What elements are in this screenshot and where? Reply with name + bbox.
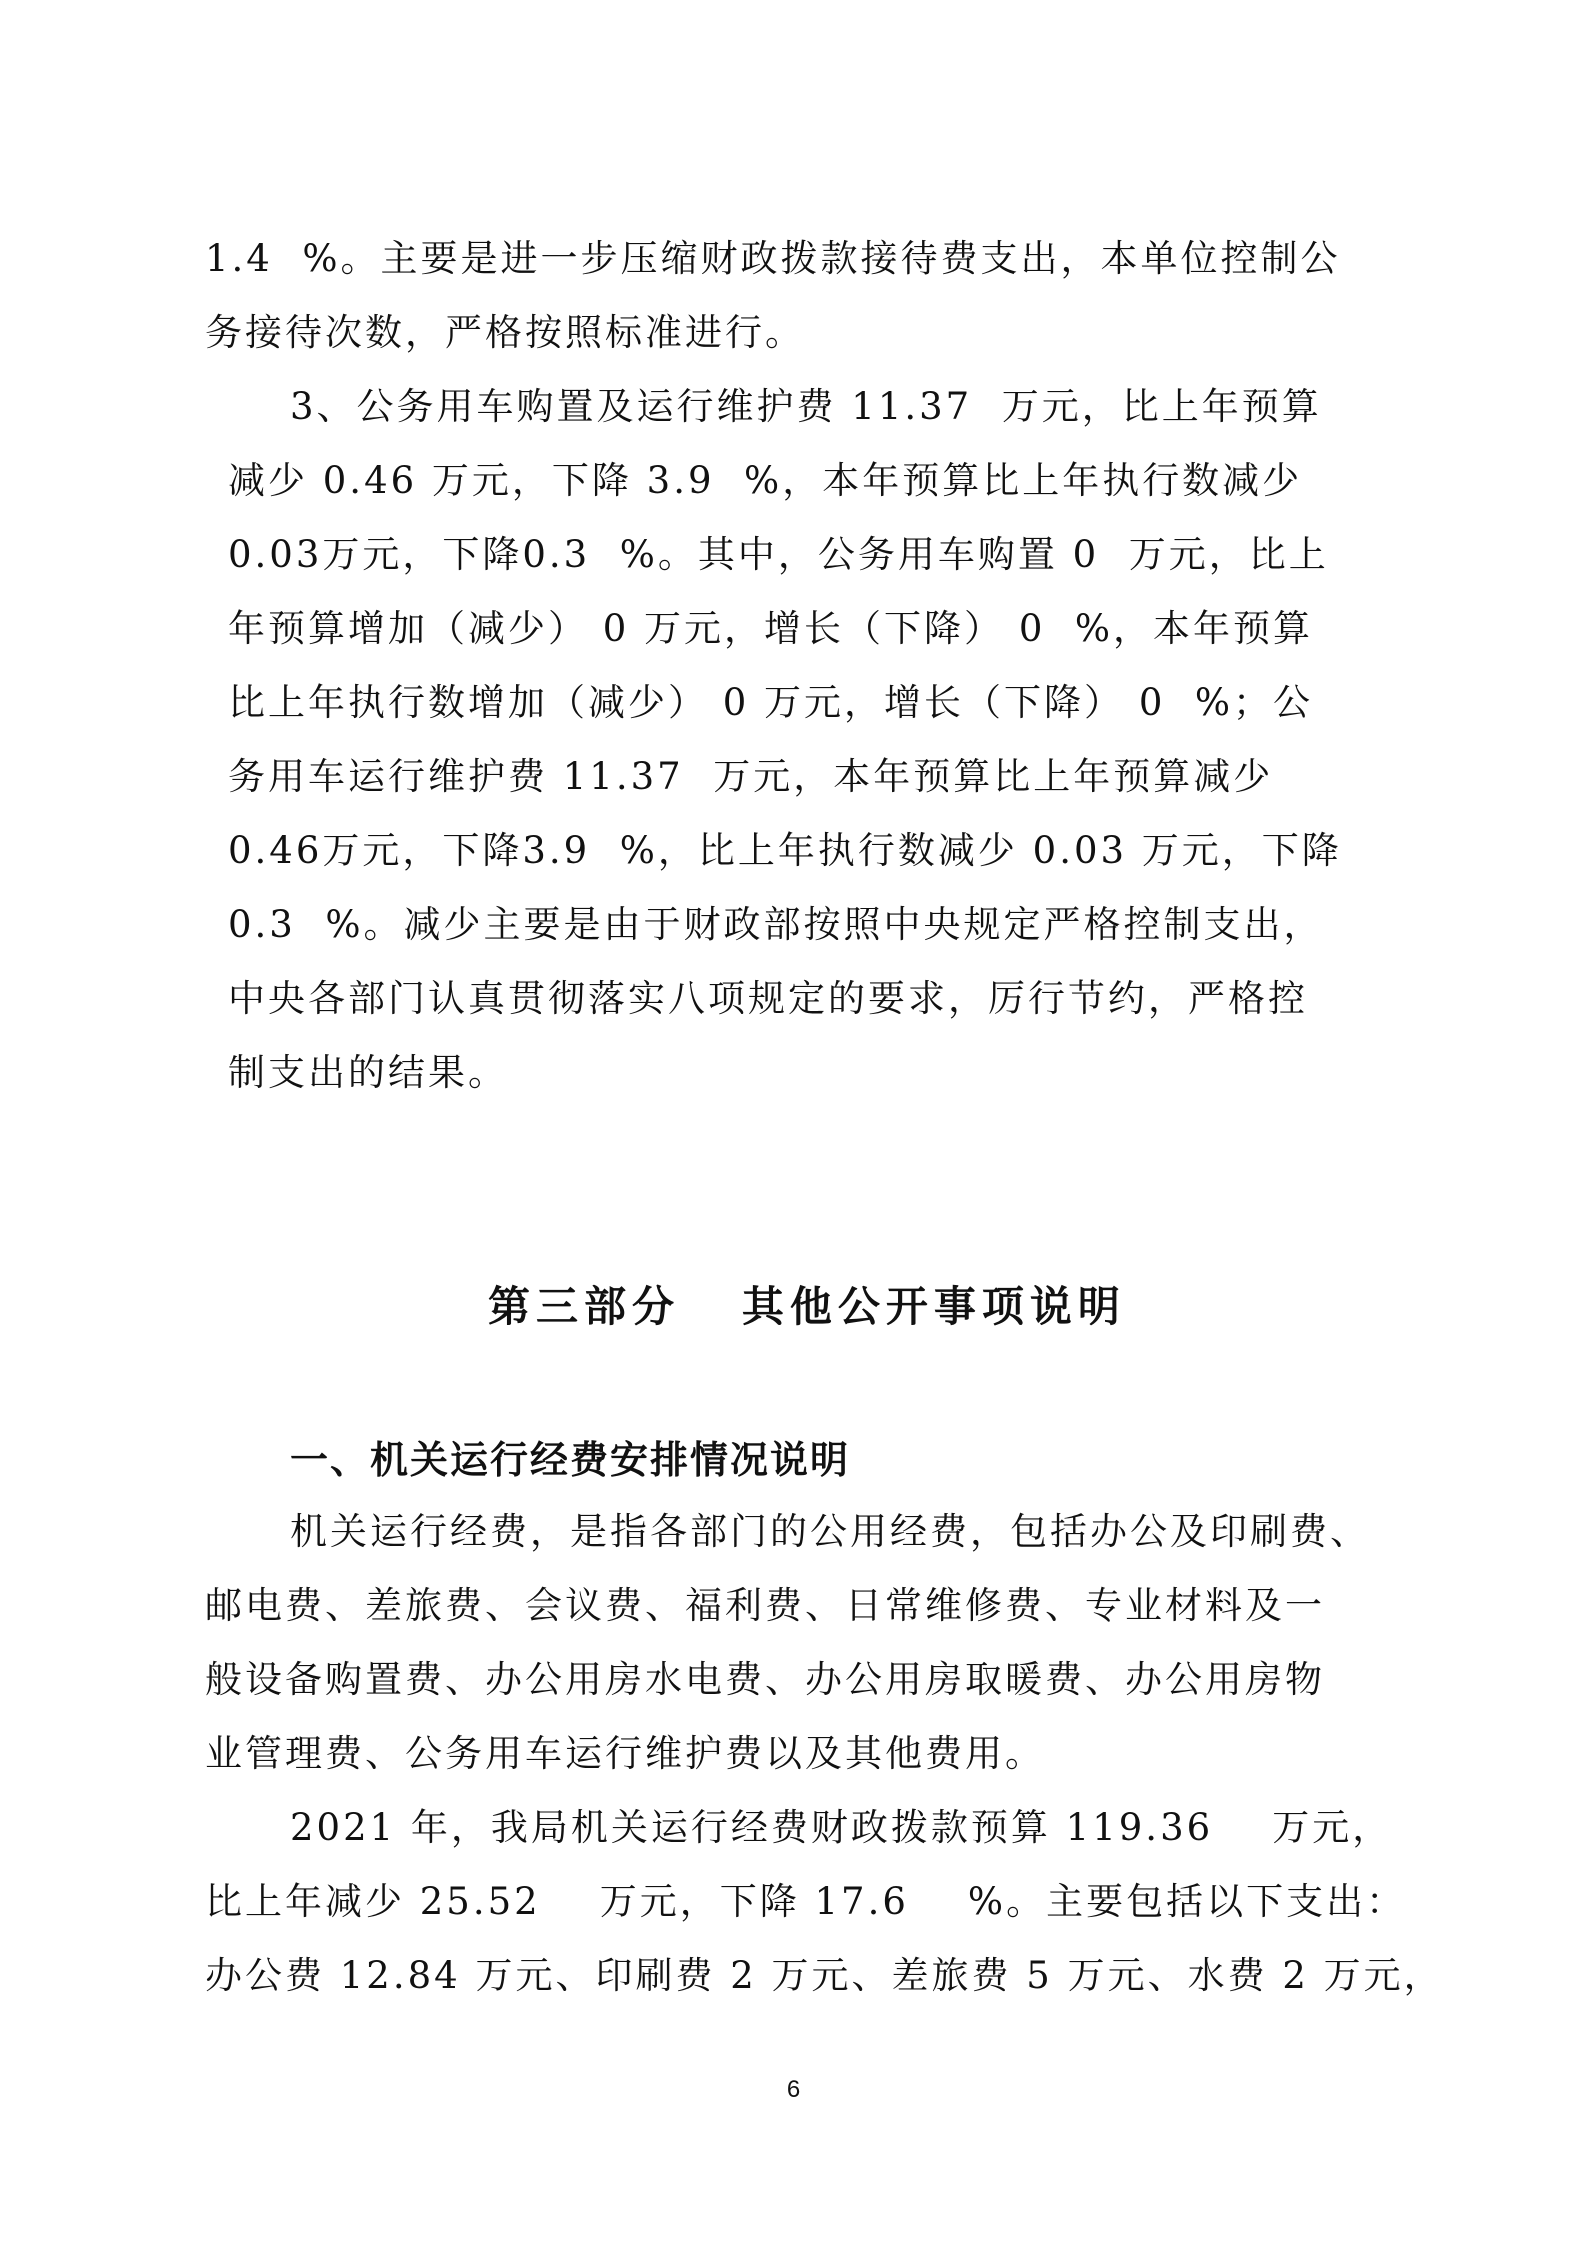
paragraph-line: 3、公务用车购置及运行维护费 11.37 万元，比上年预算 — [290, 385, 1322, 428]
paragraph-line: 务用车运行维护费 11.37 万元，本年预算比上年预算减少 — [228, 755, 1274, 798]
paragraph-line: 比上年减少 25.52 万元，下降 17.6 %。主要包括以下支出： — [205, 1880, 1407, 1923]
paragraph-line: 邮电费、差旅费、会议费、福利费、日常维修费、专业材料及一 — [205, 1584, 1325, 1627]
page-number: 6 — [786, 2076, 801, 2103]
paragraph-line: 0.46万元，下降3.9 %，比上年执行数减少 0.03 万元，下降 — [228, 829, 1342, 872]
section-title: 一、机关运行经费安排情况说明 — [290, 1438, 851, 1482]
paragraph-line: 中央各部门认真贯彻落实八项规定的要求，厉行节约，严格控 — [228, 977, 1308, 1020]
paragraph-line: 年预算增加（减少） 0 万元，增长（下降） 0 %，本年预算 — [228, 607, 1314, 650]
paragraph-line: 务接待次数，严格按照标准进行。 — [205, 311, 805, 354]
paragraph-line: 1.4 %。主要是进一步压缩财政拨款接待费支出，本单位控制公 — [205, 237, 1341, 280]
paragraph-line: 制支出的结果。 — [228, 1051, 508, 1094]
part-title: 第三部分 其他公开事项说明 — [488, 1282, 1126, 1331]
paragraph-line: 2021 年，我局机关运行经费财政拨款预算 119.36 万元， — [290, 1806, 1393, 1849]
paragraph-line: 0.03万元，下降0.3 %。其中，公务用车购置 0 万元，比上 — [228, 533, 1329, 576]
paragraph-line: 业管理费、公务用车运行维护费以及其他费用。 — [205, 1732, 1045, 1775]
paragraph-line: 比上年执行数增加（减少） 0 万元，增长（下降） 0 %；公 — [228, 681, 1314, 724]
paragraph-line: 减少 0.46 万元，下降 3.9 %，本年预算比上年执行数减少 — [228, 459, 1303, 502]
paragraph-line: 办公费 12.84 万元、印刷费 2 万元、差旅费 5 万元、水费 2 万元， — [205, 1954, 1444, 1997]
paragraph-line: 般设备购置费、办公用房水电费、办公用房取暖费、办公用房物 — [205, 1658, 1325, 1701]
paragraph-line: 0.3 %。减少主要是由于财政部按照中央规定严格控制支出， — [228, 903, 1324, 946]
paragraph-line: 机关运行经费，是指各部门的公用经费，包括办公及印刷费、 — [290, 1510, 1370, 1553]
